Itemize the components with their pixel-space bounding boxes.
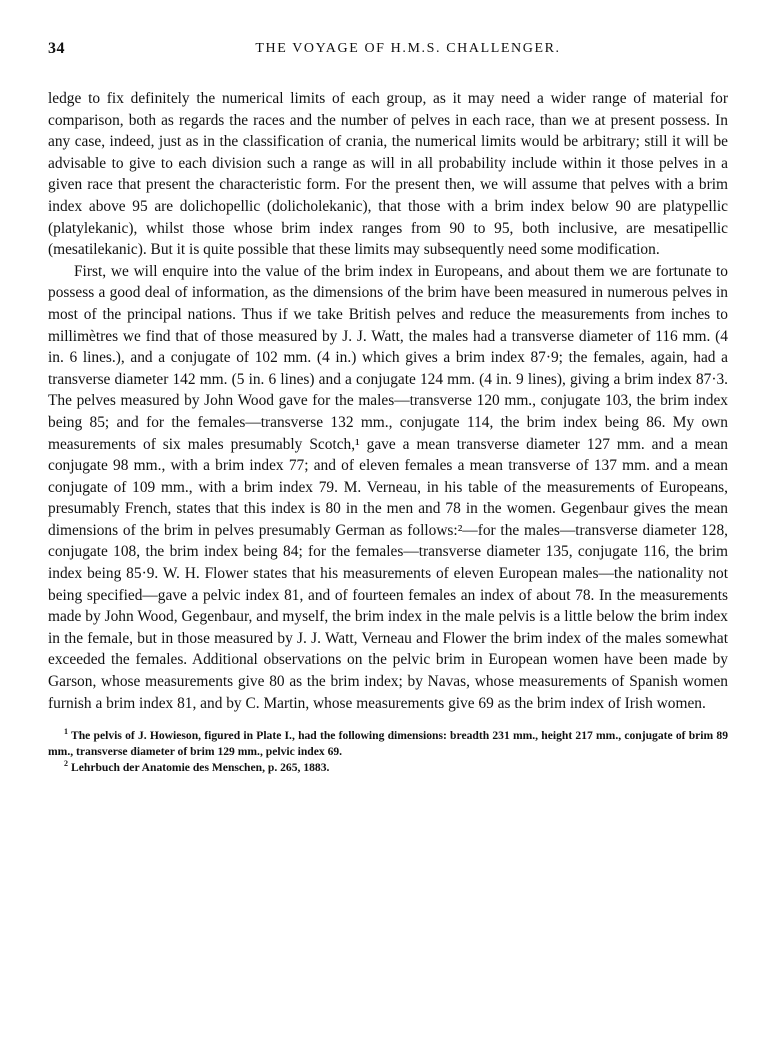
paragraph-continued: ledge to fix definitely the numerical limits of each group, as it may need a wider range of material for comparison, both as regards the races and the number of pelves in each race, than we at present possess. In any case, indeed, just as in the classification of crania, the numerical limits would be arbitrary; still it will be advisable to give to each division such a range as will in all probability include within it those pelves in a given race that present the characteristic form. For the present then, we will assume that pelves with a brim index above 95 are dolichopellic (dolicholekanic), that those with a brim index below 90 are platypellic (platylekanic), whilst those whose brim index ranges from 90 to 95, both inclusive, are mesatipellic (mesatilekanic). But it is quite possible that these limits may subsequently need some modification. [48,90,728,259]
document-page [48,36,728,776]
footnote-marker: 1 [64,727,68,737]
running-title: THE VOYAGE OF H.M.S. CHALLENGER. [255,41,561,56]
paragraph-brim-index-europeans: First, we will enquire into the value of the brim index in Europeans, and about them we are fortunate to possess a good deal of information, as the dimensions of the brim have been measured in numerous pelves in most of the principal nations. Thus if we take British pelves and reduce the measurements from inches to millimètres we find that of those measured by J. J. Watt, the males had a transverse diameter of 116 mm. (4 in. 6 lines.), and a conjugate of 102 mm. (4 in.) which gives a brim index 87·9; the females, again, had a transverse diameter 142 mm. (5 in. 6 lines) and a conjugate 124 mm. (4 in. 9 lines), giving a brim index 87·3. The pelves measured by John Wood gave for the males—transverse 120 mm., conjugate 103, the brim index being 85; and for the females—transverse 132 mm., conjugate 114, the brim index being 86. My own measurements of six males presumably Scotch,¹ gave a mean transverse diameter 127 mm. and a mean conjugate 98 mm., with a brim index 77; and of eleven females a mean transverse of 137 mm. and a mean conjugate of 109 mm., with a brim index 79. M. Verneau, in his table of the measurements of Europeans, presumably French, states that this index is 80 in the men and 78 in the women. Gegenbaur gives the mean dimensions of the brim in pelves presumably German as follows:²—for the males—transverse diameter 128, conjugate 108, the brim index being 84; for the females—transverse diameter 135, conjugate 116, the brim index being 85·9. W. H. Flower states that his measurements of eleven European males—the nationality not being specified—gave a pelvic index 81, and of fourteen females an index of about 78. In the measurements made by John Wood, Gegenbaur, and myself, the brim index in the male pelvis is a little below the brim index in the female, but in those measured by J. J. Watt, Verneau and Flower the brim index of the males somewhat exceeded the females. Additional observations on the pelvic brim in European women have been made by Garson, whose measurements give 80 as the brim index; by Navas, whose measurements of Spanish women furnish a brim index 81, and by C. Martin, whose measurements give 69 as the brim index of Irish women. [48,262,728,712]
page-number: 34 [48,40,65,57]
running-head [48,36,728,62]
footnote [48,760,728,776]
footnote [48,728,728,760]
body-text [48,88,728,714]
footnotes [48,728,728,776]
footnote-text: The pelvis of J. Howieson, figured in Plate I., had the following dimensions: breadth 231 mm., height 217 mm., conjugate of brim 89 mm., transverse diameter of brim 129 mm., pelvic index 69. [48,729,728,759]
footnote-marker: 2 [64,759,68,769]
footnote-text: Lehrbuch der Anatomie des Menschen, p. 265, 1883. [71,761,330,775]
